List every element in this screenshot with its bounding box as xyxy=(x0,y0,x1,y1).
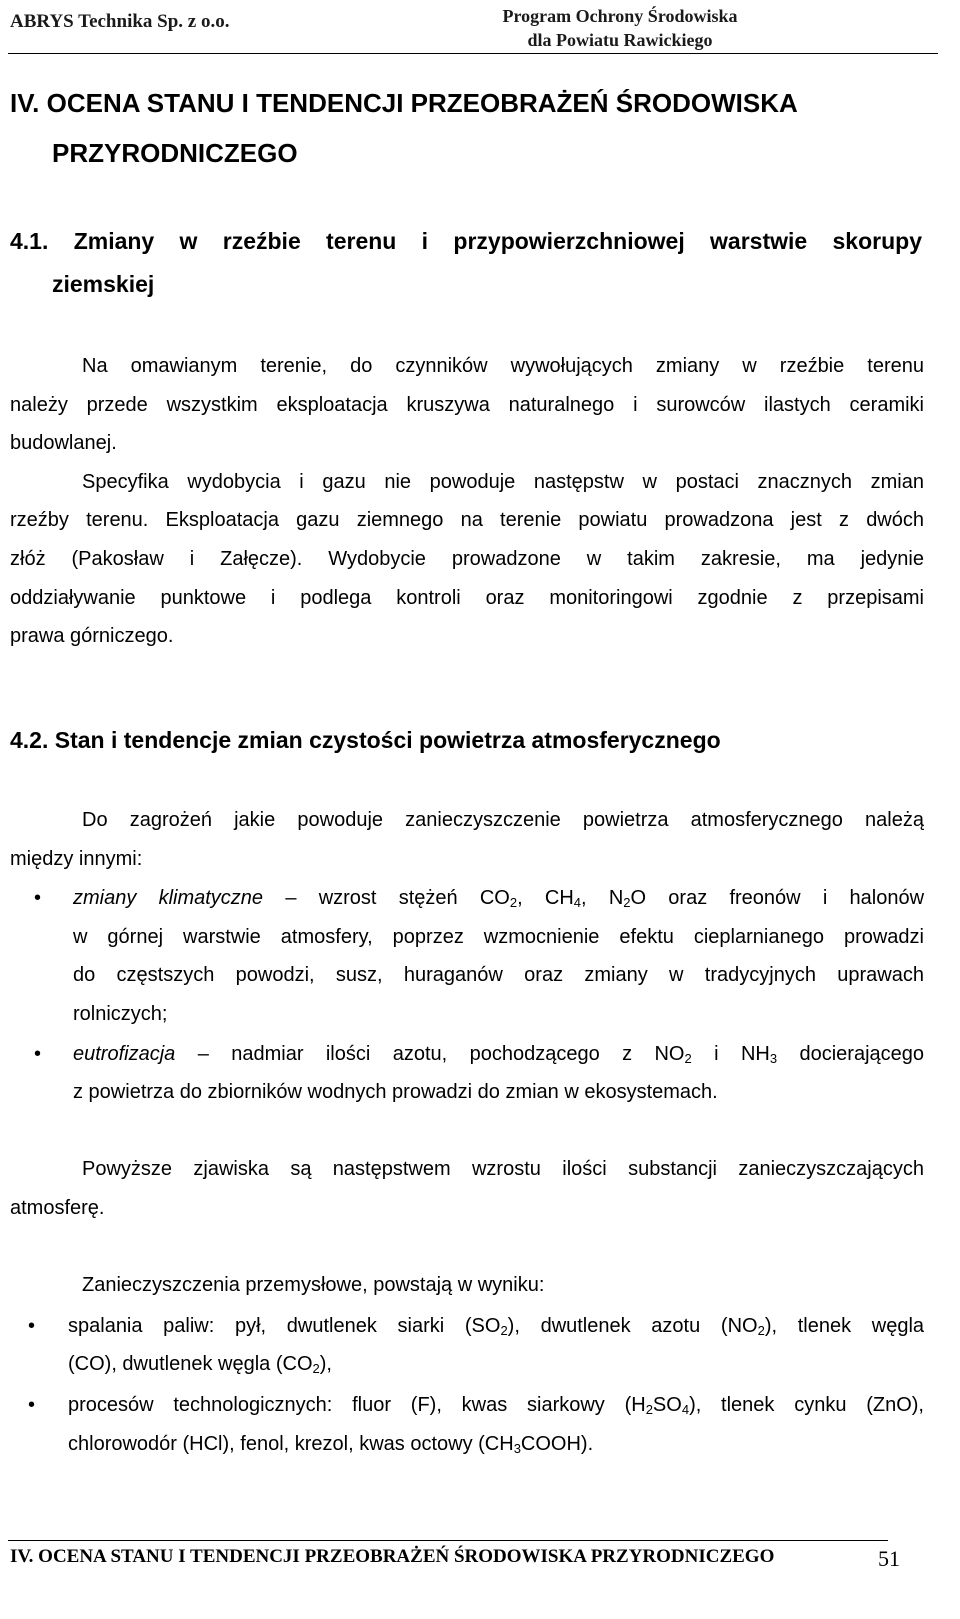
bullet-text: wzrost stężeń CO xyxy=(318,887,510,909)
bullet-text: SO xyxy=(652,1394,682,1416)
bullet-text: nadmiar ilości azotu, pochodzącego z NO xyxy=(231,1043,685,1065)
chapter-title-line2: PRZYRODNICZEGO xyxy=(52,138,298,168)
bullet-dot-icon: • xyxy=(34,887,42,909)
paragraph-line: należy przede wszystkim eksploatacja kruszywa naturalnego i surowców ilastych ceramiki xyxy=(10,394,924,416)
header-program-line2: dla Powiatu Rawickiego xyxy=(527,30,713,50)
bullet-dot-icon: • xyxy=(34,1043,42,1065)
section-4-1-heading-line1: 4.1. Zmiany w rzeźbie terenu i przypowierzchniowej warstwie skorupy xyxy=(10,228,922,254)
bullet-term: zmiany klimatyczne xyxy=(73,887,264,909)
subscript: 2 xyxy=(757,1323,765,1338)
subscript: 3 xyxy=(513,1441,521,1456)
bullet-line xyxy=(68,1393,924,1417)
paragraph-line: oddziaływanie punktowe i podlega kontroli oraz monitoringowi zgodnie z przepisami xyxy=(10,587,924,609)
bullet-text: , N xyxy=(581,887,624,909)
bullet-line xyxy=(68,1352,924,1376)
bullet-dash: – xyxy=(197,1043,209,1065)
bullet-line xyxy=(73,886,924,910)
subscript: 4 xyxy=(573,895,582,910)
footer-chapter-title: IV. OCENA STANU I TENDENCJI PRZEOBRAŻEŃ ŚRODOWISKA PRZYRODNICZEGO xyxy=(10,1546,775,1567)
chapter-title-line1: IV. OCENA STANU I TENDENCJI PRZEOBRAŻEŃ ŚRODOWISKA xyxy=(10,88,798,118)
section-4-2-heading: 4.2. Stan i tendencje zmian czystości powietrza atmosferycznego xyxy=(10,727,721,753)
paragraph-line: Specyfika wydobycia i gazu nie powoduje następstw w postaci znacznych zmian xyxy=(82,471,924,493)
subscript: 2 xyxy=(500,1323,508,1338)
header-program-line1: Program Ochrony Środowiska xyxy=(502,6,738,26)
bullet-text: i NH xyxy=(691,1043,770,1065)
bullet-text: ), tlenek węgla xyxy=(764,1315,925,1337)
bullet-line: do częstszych powodzi, susz, huraganów oraz zmiany w tradycyjnych uprawach xyxy=(73,964,924,986)
paragraph-line: budowlanej. xyxy=(10,432,117,454)
paragraph-line: między innymi: xyxy=(10,848,143,870)
page-number: 51 xyxy=(878,1546,900,1571)
bullet-dash: – xyxy=(285,887,297,909)
section-4-1-heading-line2: ziemskiej xyxy=(52,271,155,297)
bullet-text: ), xyxy=(319,1353,332,1375)
subscript: 4 xyxy=(681,1402,690,1417)
bullet-text: COOH). xyxy=(520,1433,594,1455)
subscript: 2 xyxy=(684,1051,692,1066)
bullet-line xyxy=(73,1042,924,1066)
paragraph-line: prawa górniczego. xyxy=(10,625,174,647)
bullet-line: rolniczych; xyxy=(73,1003,168,1025)
bullet-line xyxy=(68,1314,924,1338)
bullet-line: z powietrza do zbiorników wodnych prowadzi do zmian w ekosystemach. xyxy=(73,1081,718,1103)
bullet-text: ), tlenek cynku (ZnO), xyxy=(689,1394,924,1416)
bullet-line: w górnej warstwie atmosfery, poprzez wzmocnienie efektu cieplarnianego prowadzi xyxy=(73,926,924,948)
bullet-dot-icon: • xyxy=(28,1394,36,1416)
bullet-text: chlorowodór (HCl), fenol, krezol, kwas octowy (CH xyxy=(68,1433,514,1455)
bullet-text: ), dwutlenek azotu (NO xyxy=(507,1315,758,1337)
paragraph-line: atmosferę. xyxy=(10,1197,105,1219)
paragraph-line: Do zagrożeń jakie powoduje zanieczyszczenie powietrza atmosferycznego należą xyxy=(82,809,924,831)
subscript: 3 xyxy=(769,1051,778,1066)
paragraph-line: złóż (Pakosław i Załęcze). Wydobycie prowadzone w takim zakresie, ma jedynie xyxy=(10,548,924,570)
paragraph-line: Zanieczyszczenia przemysłowe, powstają w wyniku: xyxy=(82,1274,545,1296)
bullet-text: docierającego xyxy=(777,1043,925,1065)
bullet-text: , CH xyxy=(517,887,574,909)
bullet-line xyxy=(68,1432,924,1456)
paragraph-line: Na omawianym terenie, do czynników wywołujących zmiany w rzeźbie terenu xyxy=(82,355,924,377)
paragraph-line: rzeźby terenu. Eksploatacja gazu ziemnego na terenie powiatu prowadzona jest z dwóch xyxy=(10,509,924,531)
bullet-term: eutrofizacja xyxy=(73,1043,176,1065)
bullet-text: (CO), dwutlenek węgla (CO xyxy=(68,1353,313,1375)
page-header xyxy=(0,0,960,52)
header-rule xyxy=(8,53,938,54)
bullet-text: procesów technologicznych: fluor (F), kwas siarkowy (H xyxy=(68,1394,646,1416)
header-company: ABRYS Technika Sp. z o.o. xyxy=(10,11,230,32)
subscript: 2 xyxy=(312,1361,320,1376)
bullet-text: O oraz freonów i halonów xyxy=(630,887,925,909)
footer-rule xyxy=(8,1540,888,1541)
header-program xyxy=(460,4,780,52)
subscript: 2 xyxy=(509,895,518,910)
bullet-text: spalania paliw: pył, dwutlenek siarki (SO xyxy=(68,1315,501,1337)
subscript: 2 xyxy=(623,895,631,910)
subscript: 2 xyxy=(645,1402,653,1417)
paragraph-line: Powyższe zjawiska są następstwem wzrostu ilości substancji zanieczyszczających xyxy=(82,1158,924,1180)
bullet-dot-icon: • xyxy=(28,1315,36,1337)
